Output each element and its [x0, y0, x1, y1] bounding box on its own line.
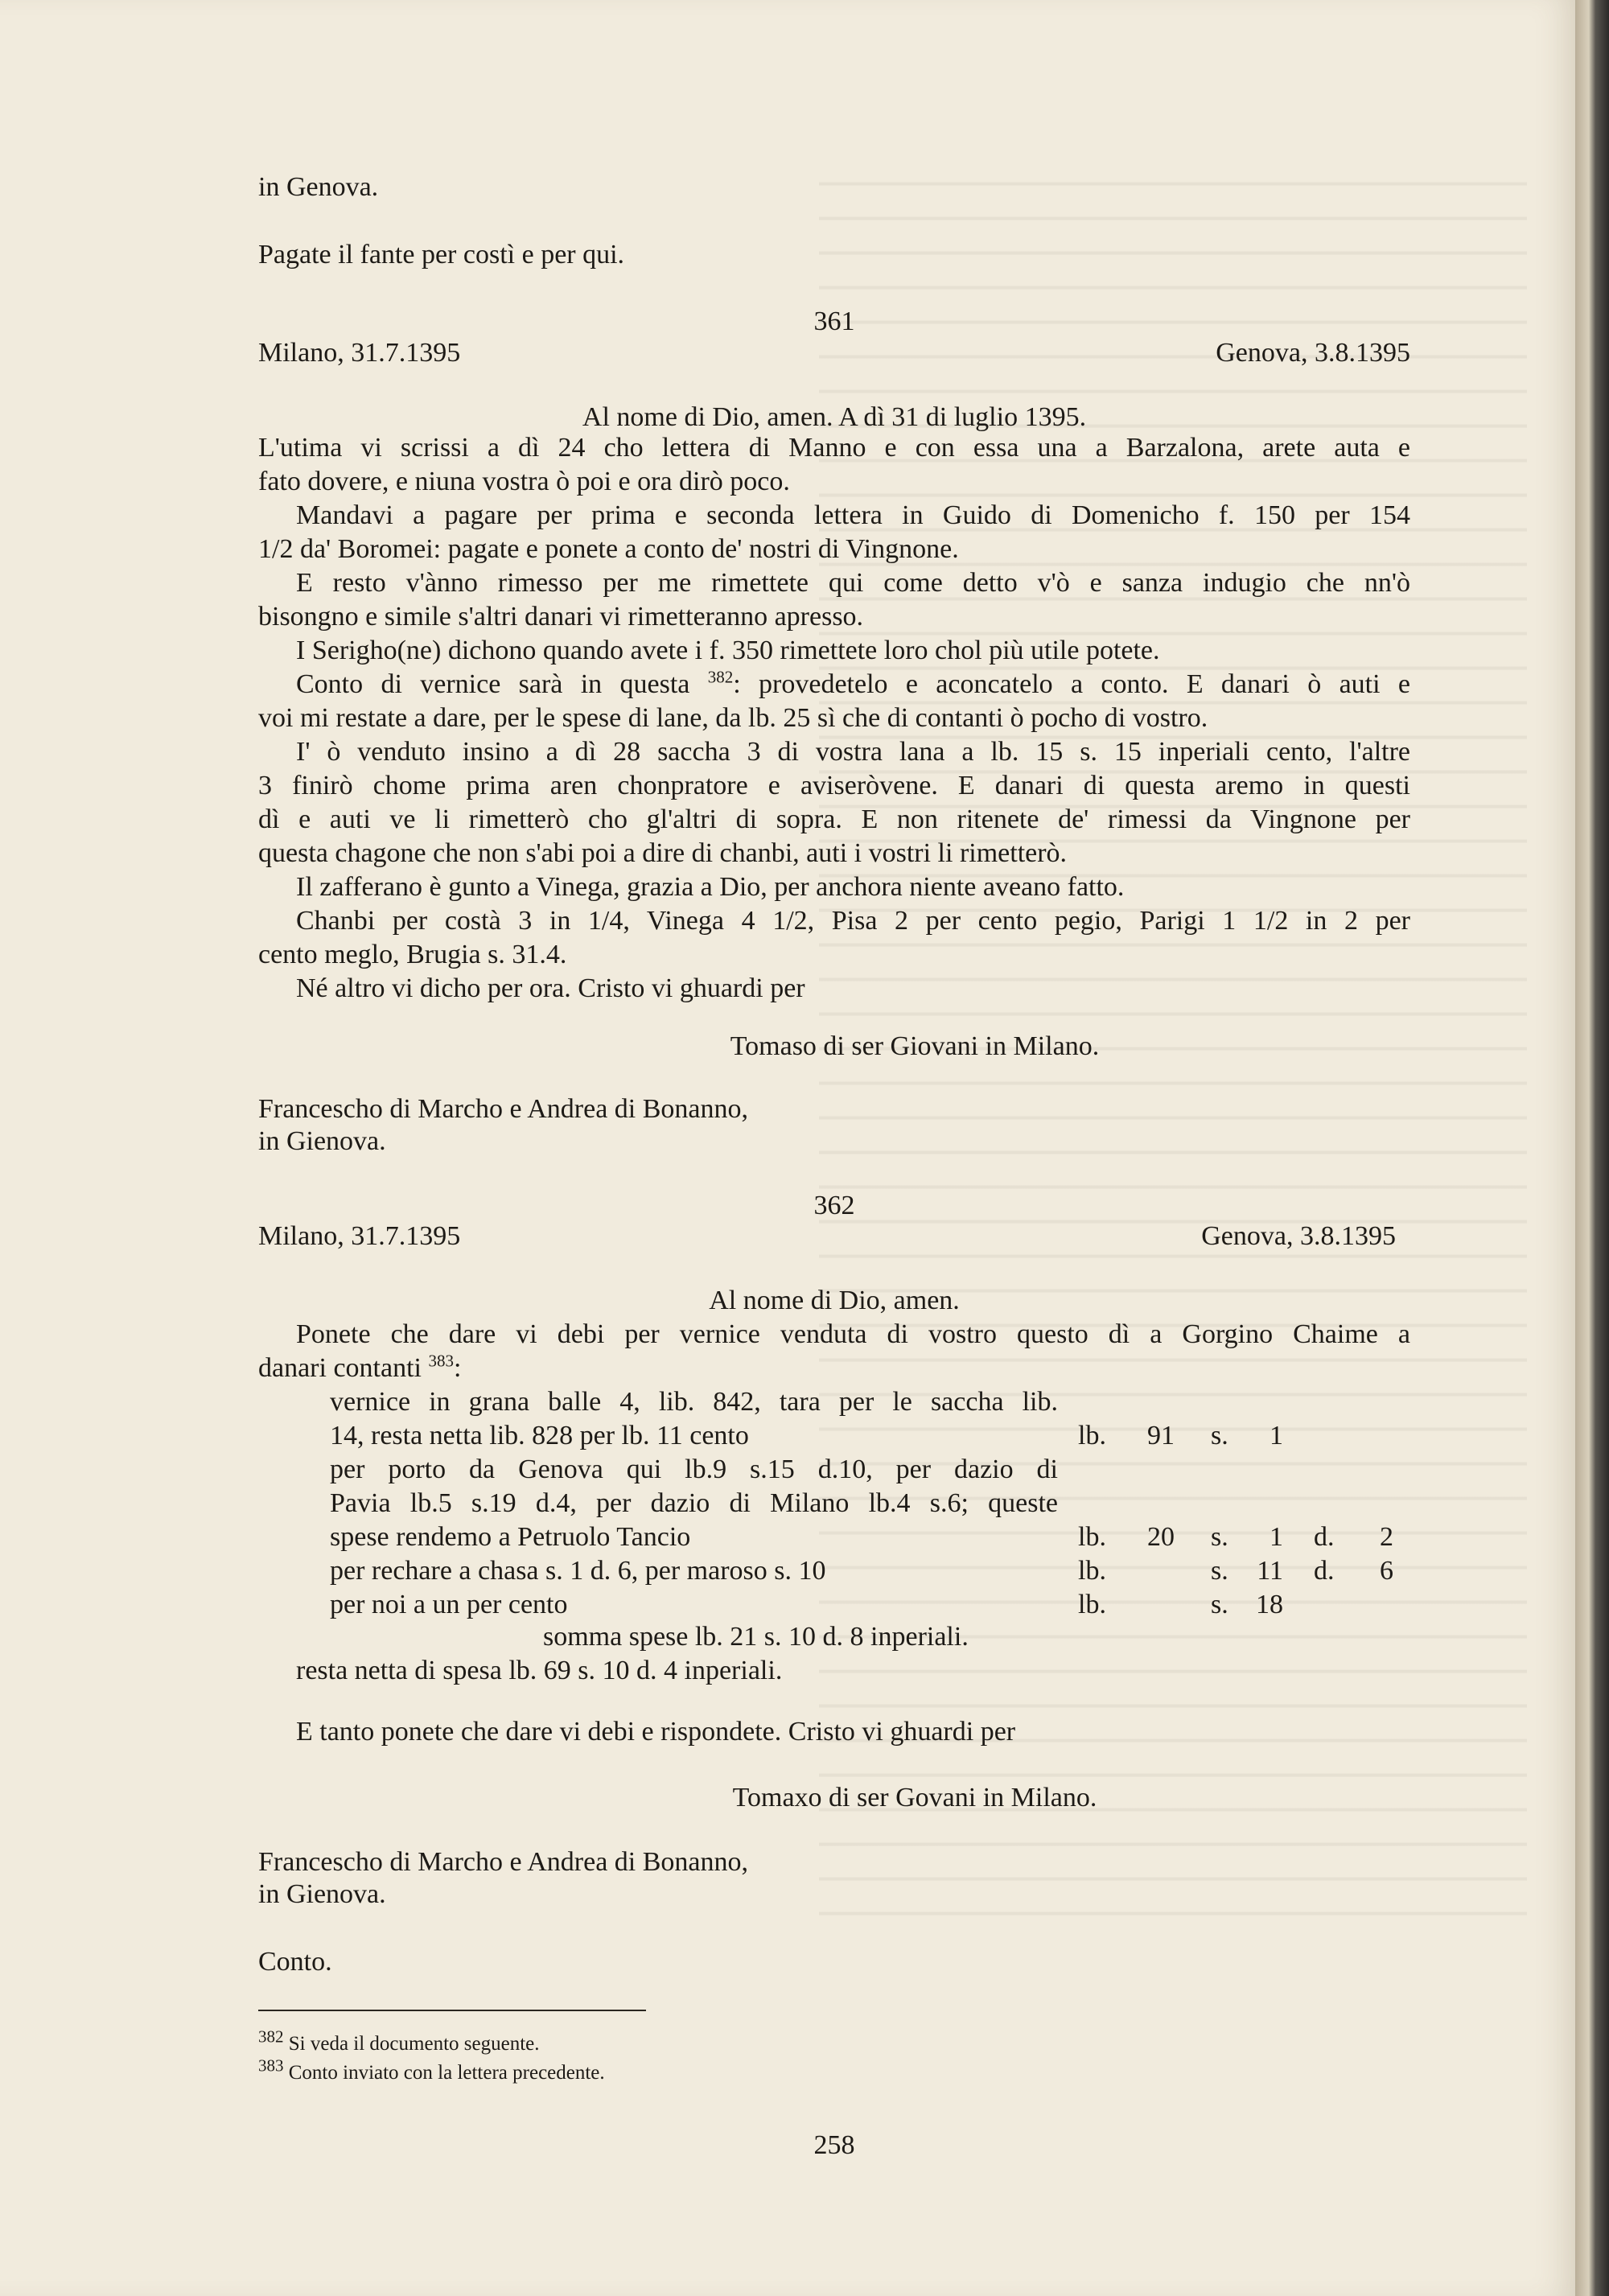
letter-362-signature: Tomaxo di ser Govani in Milano. [732, 1783, 1097, 1813]
amount-d-label: d. [1314, 1556, 1335, 1586]
account-item: vernice in grana balle 4, lib. 842, tara per le saccha lib. [330, 1387, 1058, 1417]
amount-s-value: 18 [1256, 1590, 1283, 1619]
account-item: per noi a un per cento [330, 1590, 568, 1619]
letter-361-line: cento meglo, Brugia s. 31.4. [258, 940, 567, 969]
book-edge [1575, 0, 1609, 2296]
letter-362-conto: Conto. [258, 1947, 332, 1977]
letter-361-origin: Milano, 31.7.1395 [258, 338, 461, 368]
footnote-382 [258, 2026, 540, 2056]
letter-361-opening: Al nome di Dio, amen. A dì 31 di luglio 1395. [582, 402, 1087, 432]
intro-text: danari contanti [258, 1353, 429, 1383]
letter-362-opening: Al nome di Dio, amen. [709, 1286, 960, 1315]
footnote-383 [258, 2055, 605, 2085]
letter-362-number: 362 [813, 1191, 855, 1220]
account-item: per rechare a chasa s. 1 d. 6, per maroso s. 10 [330, 1556, 826, 1586]
letter-361-destination: Genova, 3.8.1395 [1216, 338, 1410, 368]
amount-lb-label: lb. [1078, 1421, 1106, 1450]
account-item: spese rendemo a Petruolo Tancio [330, 1522, 691, 1552]
letter-361-signature: Tomaso di ser Giovani in Milano. [730, 1031, 1100, 1061]
account-item: 14, resta netta lib. 828 per lb. 11 cento [330, 1421, 749, 1450]
amount-s-label: s. [1211, 1590, 1228, 1619]
letter-361-number: 361 [813, 307, 855, 336]
letter-362-destination: Genova, 3.8.1395 [1201, 1221, 1396, 1251]
postscript-line: Pagate il fante per costì e per qui. [258, 240, 625, 270]
amount-s-value: 1 [1270, 1522, 1283, 1552]
footnote-rule [258, 2010, 646, 2011]
letter-361-line: I' ò venduto insino a dì 28 saccha 3 di vostra lana a lb. 15 s. 15 inperiali cento, l'altre [296, 737, 1410, 767]
letter-362-addressee: Francescho di Marcho e Andrea di Bonanno, [258, 1847, 748, 1877]
letter-361-line: 3 finirò chome prima aren chonpratore e aviseròvene. E danari di questa aremo in questi [258, 771, 1410, 800]
letter-361-line: 1/2 da' Boromei: pagate e ponete a conto de' nostri di Vingnone. [258, 534, 959, 564]
page-number: 258 [813, 2130, 855, 2160]
footnote-number: 382 [258, 2026, 284, 2047]
amount-lb-value: 91 [1147, 1421, 1175, 1450]
amount-lb-label: lb. [1078, 1556, 1106, 1586]
letter-362-intro: Ponete che dare vi debi per vernice venduta di vostro questo dì a Gorgino Chaime a [296, 1319, 1410, 1349]
letter-361-addressee-city: in Gienova. [258, 1126, 386, 1156]
footnote-text: Conto inviato con la lettera precedente. [283, 2062, 605, 2084]
footnote-number: 383 [258, 2055, 284, 2076]
amount-s-label: s. [1211, 1421, 1228, 1450]
amount-lb-label: lb. [1078, 1590, 1106, 1619]
intro-colon: : [453, 1353, 462, 1383]
letter-361-line: bisongno e simile s'altri danari vi rimetteranno apresso. [258, 602, 864, 632]
letter-361-line: dì e auti ve li rimetterò cho gl'altri di sopra. E non ritenete de' rimessi da Vingnone per [258, 804, 1410, 834]
letter-361-line: voi mi restate a dare, per le spese di lane, da lb. 25 sì che di contanti ò pocho di vostro. [258, 703, 1208, 733]
letter-361-line: questa chagone che non s'abi poi a dire di chanbi, auti i vostri li rimetterò. [258, 838, 1068, 868]
amount-s-value: 11 [1257, 1556, 1283, 1586]
conto-text-a: Conto di vernice sarà in questa [296, 669, 708, 699]
amount-d-value: 6 [1380, 1556, 1393, 1586]
amount-lb-label: lb. [1078, 1522, 1106, 1552]
amount-d-value: 2 [1380, 1522, 1393, 1552]
letter-361-conto-line [296, 669, 1410, 700]
letter-361-line: L'utima vi scrissi a dì 24 cho lettera di Manno e con essa una a Barzalona, arete auta e [258, 433, 1410, 463]
footnote-ref-383: 383 [428, 1351, 454, 1371]
letter-361-line: fato dovere, e niuna vostra ò poi e ora dirò poco. [258, 467, 790, 496]
amount-s-label: s. [1211, 1522, 1228, 1552]
amount-s-value: 1 [1270, 1421, 1283, 1450]
account-item: per porto da Genova qui lb.9 s.15 d.10, per dazio di [330, 1455, 1058, 1484]
footnote-ref-382: 382 [707, 667, 734, 687]
letter-362-addressee-city: in Gienova. [258, 1879, 386, 1909]
footnote-text: Si veda il documento seguente. [283, 2033, 540, 2055]
conto-text-b: : provedetelo e aconcatelo a conto. E danari ò auti e [733, 669, 1410, 699]
account-item: Pavia lb.5 s.19 d.4, per dazio di Milano lb.4 s.6; queste [330, 1488, 1058, 1518]
letter-362-closing: E tanto ponete che dare vi debi e rispondete. Cristo vi ghuardi per [296, 1717, 1016, 1747]
letter-361-line: Il zafferano è gunto a Vinega, grazia a Dio, per anchora niente aveano fatto. [296, 872, 1125, 902]
letter-362-origin: Milano, 31.7.1395 [258, 1221, 461, 1251]
resta-netta: resta netta di spesa lb. 69 s. 10 d. 4 inperiali. [296, 1656, 783, 1685]
letter-361-line: Né altro vi dicho per ora. Cristo vi ghuardi per [296, 973, 805, 1003]
amount-d-label: d. [1314, 1522, 1335, 1552]
continuation-line: in Genova. [258, 172, 379, 202]
letter-361-addressee: Francescho di Marcho e Andrea di Bonanno, [258, 1094, 748, 1124]
letter-361-line: I Serigho(ne) dichono quando avete i f. 350 rimettete loro chol più utile potete. [296, 636, 1160, 665]
letter-362-intro-2 [258, 1353, 1410, 1384]
letter-361-line: Mandavi a pagare per prima e seconda lettera in Guido di Domenicho f. 150 per 154 [296, 500, 1410, 530]
somma-spese: somma spese lb. 21 s. 10 d. 8 inperiali. [543, 1622, 969, 1652]
letter-361-line: E resto v'ànno rimesso per me rimettete qui come detto v'ò e sanza indugio che nn'ò [296, 568, 1410, 598]
amount-lb-value: 20 [1147, 1522, 1175, 1552]
amount-s-label: s. [1211, 1556, 1228, 1586]
letter-361-line: Chanbi per costà 3 in 1/4, Vinega 4 1/2, Pisa 2 per cento pegio, Parigi 1 1/2 in 2 per [296, 906, 1410, 936]
